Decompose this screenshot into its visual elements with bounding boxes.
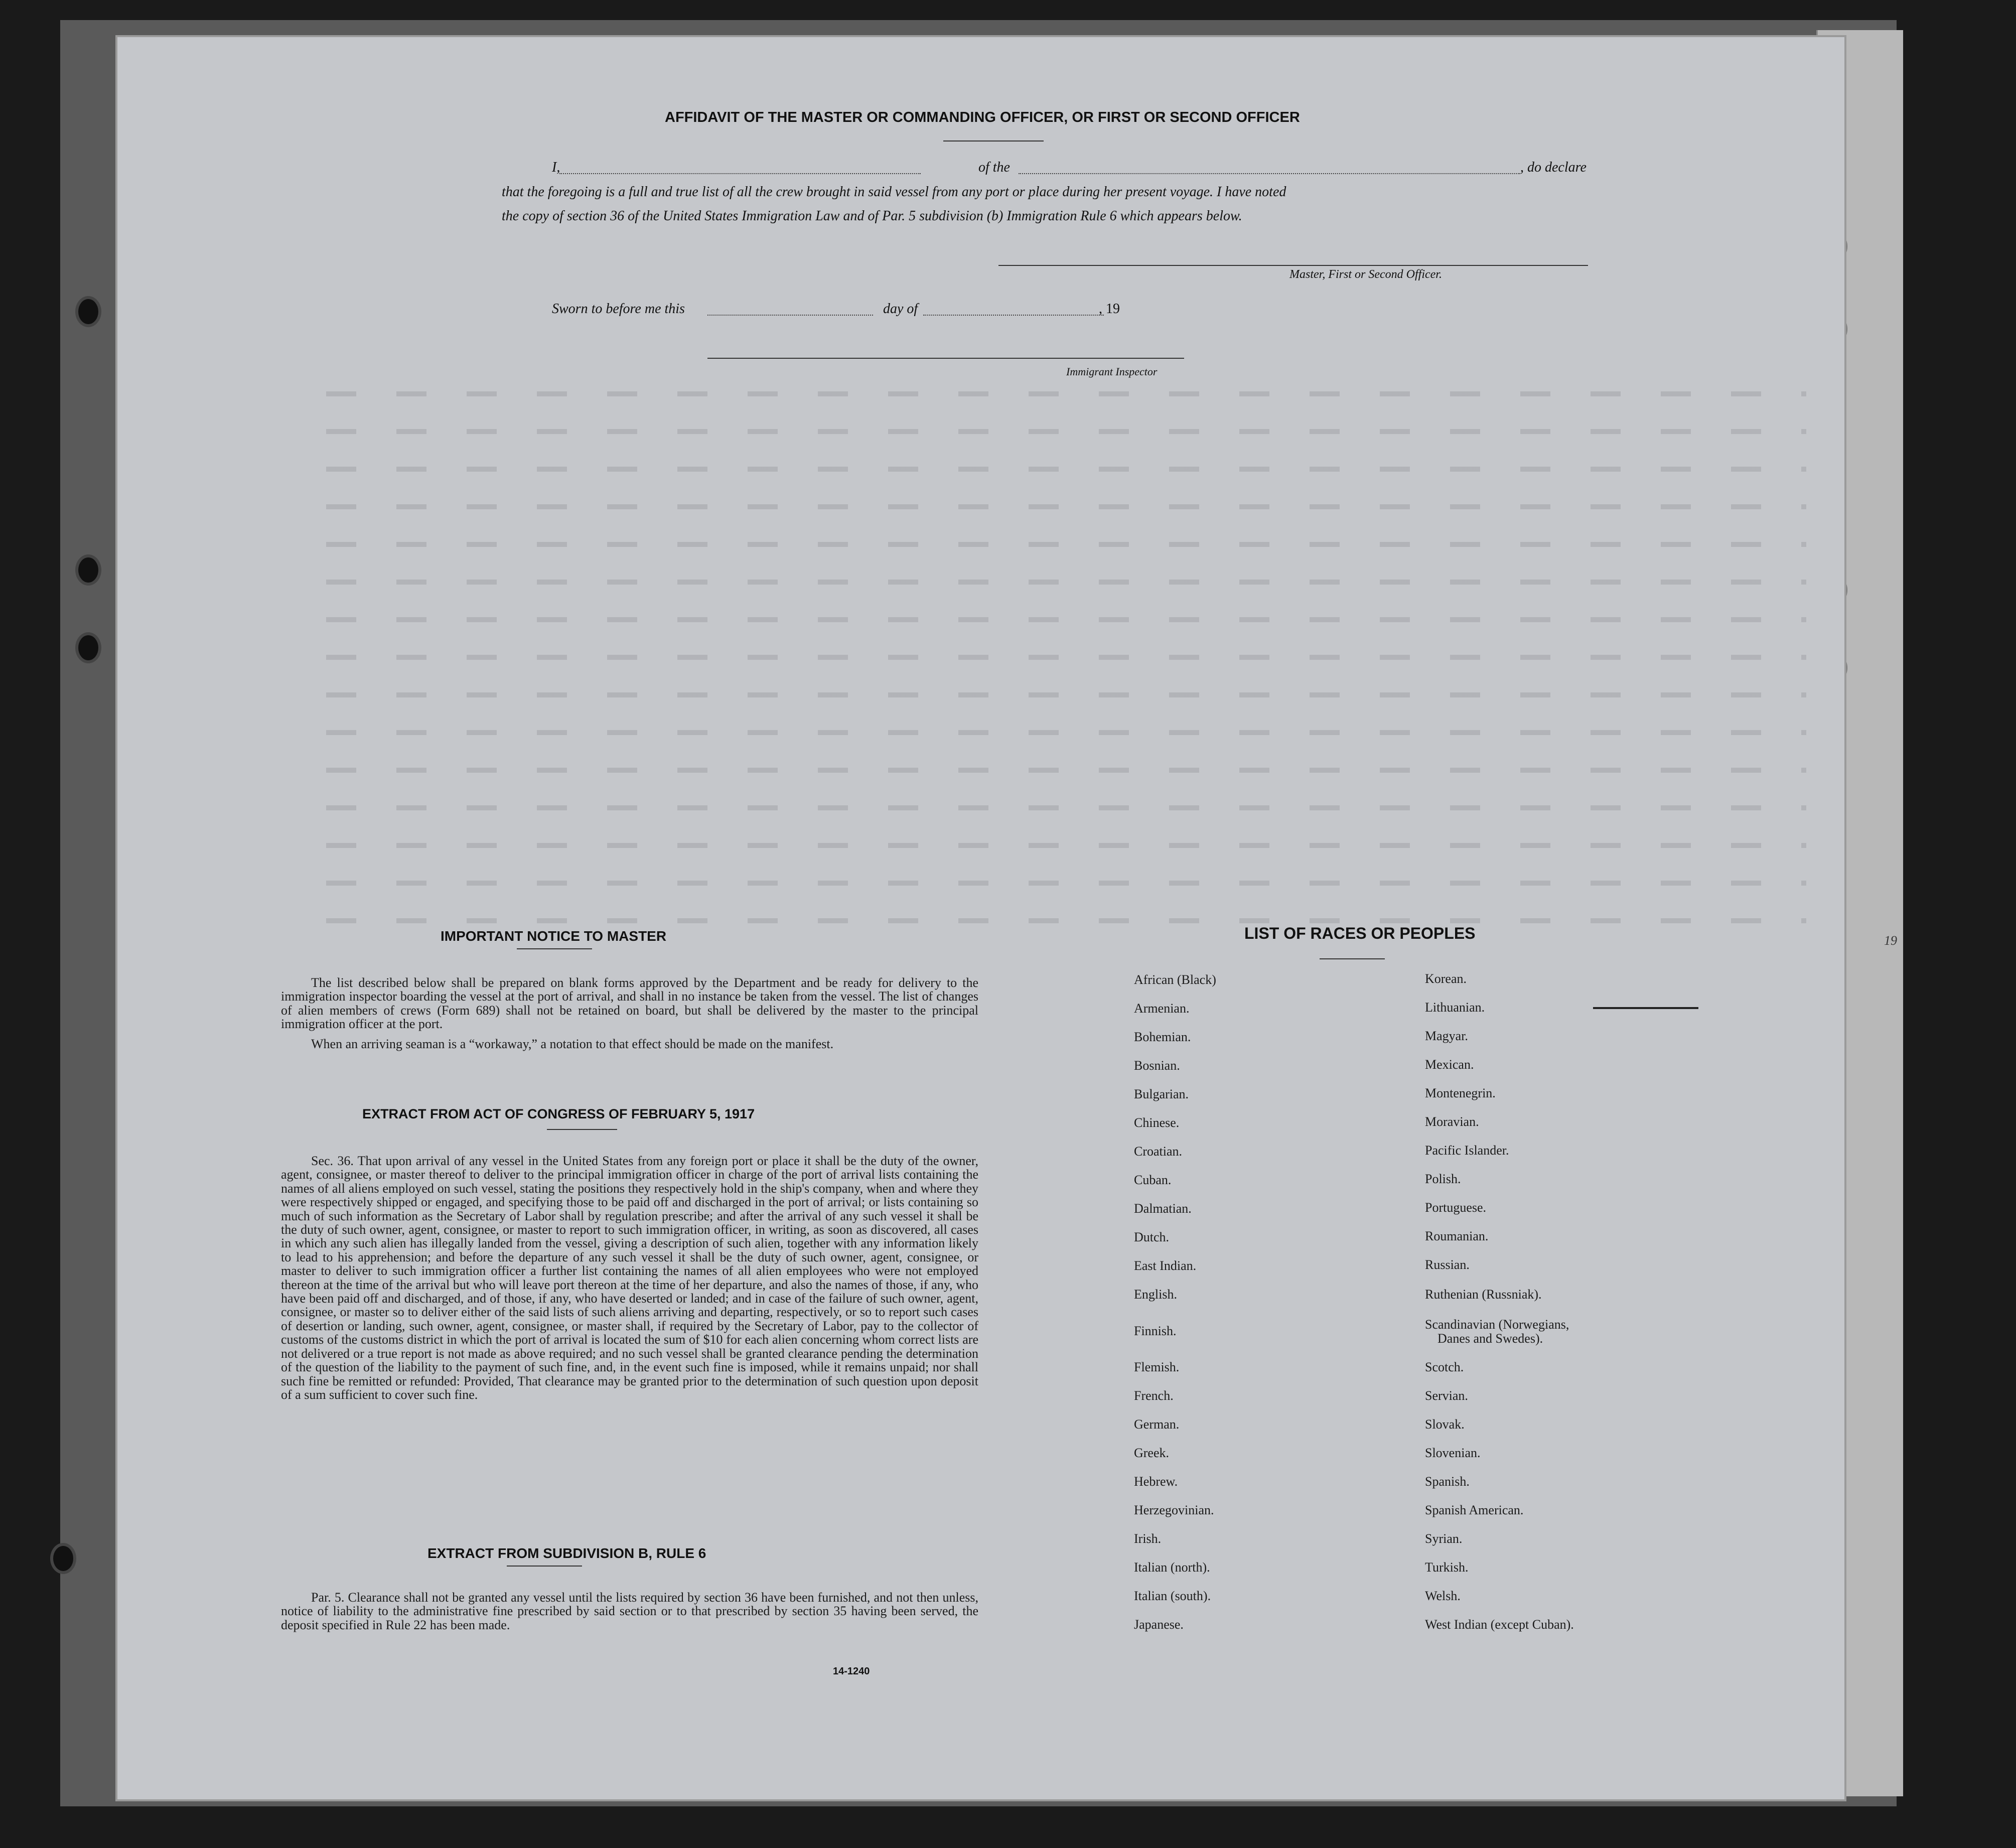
race-left: Armenian.: [1134, 1001, 1190, 1016]
affidavit-line-3: the copy of section 36 of the United States Immigration Law and of Par. 5 subdivision (b) Immigration Rule 6 which appears below.: [502, 208, 1242, 224]
rule-title: EXTRACT FROM SUBDIVISION B, RULE 6: [427, 1545, 706, 1561]
races-title-underline: [1320, 958, 1385, 959]
race-right: Scandinavian (Norwegians,: [1425, 1317, 1569, 1332]
race-right: Welsh.: [1425, 1589, 1461, 1603]
form-page: [115, 35, 1897, 1801]
race-right: Portuguese.: [1425, 1200, 1487, 1215]
race-right: Roumanian.: [1425, 1229, 1489, 1243]
vessel-name-field[interactable]: [1019, 173, 1520, 174]
race-right: Syrian.: [1425, 1531, 1463, 1546]
race-left: Hebrew.: [1134, 1474, 1178, 1489]
of-the-label: of the: [978, 160, 1010, 175]
race-left: Herzegovinian.: [1134, 1503, 1214, 1517]
notice-title-underline: [517, 948, 592, 949]
binder-hole: [75, 632, 101, 663]
officer-signature-caption: Master, First or Second Officer.: [1289, 268, 1442, 281]
race-left: Greek.: [1134, 1446, 1170, 1460]
races-title: LIST OF RACES OR PEOPLES: [1244, 924, 1476, 942]
race-left: Italian (north).: [1134, 1560, 1210, 1575]
race-right: Lithuanian.: [1425, 1000, 1485, 1015]
race-right: Turkish.: [1425, 1560, 1469, 1575]
sworn-day-field[interactable]: [707, 315, 873, 316]
declarant-name-field[interactable]: [559, 173, 921, 174]
rule-paragraph-5: Par. 5. Clearance shall not be granted any vessel until the lists required by section 36 have been furnished, and not then unless, notice of liability to the administrative fine prescribed by said section or to that prescribed by section 35 having been served, the deposit specified in Rule 22 has been made.: [281, 1590, 978, 1632]
race-right: Spanish American.: [1425, 1503, 1524, 1517]
race-left: Finnish.: [1134, 1324, 1177, 1338]
race-right: Pacific Islander.: [1425, 1143, 1509, 1158]
race-left: Italian (south).: [1134, 1589, 1211, 1603]
race-left: Flemish.: [1134, 1360, 1180, 1374]
sworn-month-field[interactable]: [923, 315, 1104, 316]
race-right: Magyar.: [1425, 1029, 1468, 1043]
race-left: East Indian.: [1134, 1258, 1197, 1273]
race-left: Chinese.: [1134, 1115, 1180, 1130]
do-declare-label: , do declare: [1520, 160, 1587, 175]
binder-hole: [75, 296, 101, 327]
binder-hole: [75, 554, 101, 586]
notice-title: IMPORTANT NOTICE TO MASTER: [441, 928, 667, 944]
rule-title-underline: [507, 1566, 582, 1567]
race-left: French.: [1134, 1388, 1174, 1403]
binder-hole: [50, 1543, 76, 1574]
race-left: Cuban.: [1134, 1173, 1172, 1187]
race-right: Korean.: [1425, 971, 1467, 986]
race-right: Russian.: [1425, 1257, 1470, 1272]
race-right: Slovenian.: [1425, 1446, 1481, 1460]
inspector-caption: Immigrant Inspector: [1066, 365, 1158, 378]
race-right: Danes and Swedes).: [1437, 1331, 1543, 1346]
race-left: Bohemian.: [1134, 1030, 1191, 1044]
declarant-label: I,: [552, 160, 560, 175]
notice-paragraph-1: The list described below shall be prepared on blank forms approved by the Department and be ready for delivery to the immigration inspector boarding the vessel at the port of arrival, and shall in no instance be taken from the vessel. The list of changes of alien members of crews (Form 689) shall not be retained on board, but shall be delivered by the master to the principal immigration officer at the port.: [281, 975, 978, 1032]
race-right: Moravian.: [1425, 1114, 1479, 1129]
race-right: Servian.: [1425, 1388, 1468, 1403]
race-right: Mexican.: [1425, 1057, 1474, 1072]
race-right: Spanish.: [1425, 1474, 1470, 1489]
margin-page-number: 19: [1884, 933, 1897, 948]
race-left: German.: [1134, 1417, 1180, 1432]
race-left: Bulgarian.: [1134, 1087, 1189, 1101]
race-left: Croatian.: [1134, 1144, 1183, 1159]
race-left: Irish.: [1134, 1531, 1162, 1546]
race-right: West Indian (except Cuban).: [1425, 1617, 1574, 1632]
race-right: Montenegrin.: [1425, 1086, 1496, 1100]
pen-stroke: [1593, 1007, 1698, 1009]
title-underline: [943, 140, 1044, 141]
race-left: Dutch.: [1134, 1230, 1170, 1244]
inspector-signature-line[interactable]: [707, 358, 1184, 359]
act-section-36-text: Sec. 36. That upon arrival of any vessel in the United States from any foreign port or place it shall be the duty of the owner, agent, consignee, or master thereof to deliver to the principal immigration officer in charge of the port of arrival lists containing the names of all aliens employed on such vessel, stating the positions they respectively hold in the ship's company, when and where they were respectively shipped or engaged, and specifying those to be paid off and discharged in the port of arrival; or lists containing so much of such information as the Secretary of Labor shall by regulation prescribe; and after the arrival of any such vessel it shall be the duty of such owner, agent, consignee, or master to report to such immigration officer, in writing, as soon as discovered, all cases in which any such alien has illegally landed from the vessel, giving a description of such alien, together with any information likely to lead to his apprehension; and before the departure of any such vessel it shall be the duty of such owner, agent, consignee, or master to deliver to such immigration officer a further list containing the names of all alien employees who were not employed thereon at the time of the arrival but who will leave port thereon at the time of her departure, and also the names of those, if any, who have been paid off and discharged, and of those, if any, who have deserted or landed; and in case of the failure of such owner, agent, consignee, or master so to deliver either of the said lists of such aliens arriving and departing, respectively, or so to report such cases of desertion or landing, such owner, agent, consignee, or master shall, if required by the Secretary of Labor, pay to the collector of customs of the customs district in which the port of arrival is located the sum of $10 for each alien concerning whom correct lists are not delivered or a true report is not made as above required; and no such vessel shall be granted clearance pending the determination of the question of the liability to the payment of such fine, and, in the event such fine is imposed, while it remains unpaid; nor shall such fine be remitted or refunded: Provided, That clearance may be granted prior to the determination of such question upon deposit of a sum sufficient to cover such fine.: [281, 1154, 978, 1402]
notice-paragraph-2: When an arriving seaman is a “workaway,” a notation to that effect should be made on the manifest.: [311, 1037, 834, 1051]
act-title-underline: [547, 1129, 617, 1130]
race-left: Japanese.: [1134, 1617, 1184, 1632]
sworn-prefix: Sworn to before me this: [552, 301, 685, 317]
race-right: Polish.: [1425, 1172, 1461, 1186]
race-right: Ruthenian (Russniak).: [1425, 1287, 1542, 1302]
race-left: Dalmatian.: [1134, 1201, 1192, 1216]
officer-signature-line[interactable]: [998, 265, 1588, 266]
race-right: Scotch.: [1425, 1360, 1464, 1374]
affidavit-line-2: that the foregoing is a full and true list of all the crew brought in said vessel from any port or place during her present voyage. I have noted: [502, 184, 1286, 200]
act-title: EXTRACT FROM ACT OF CONGRESS OF FEBRUARY 5, 1917: [362, 1106, 755, 1121]
year-prefix: , 19: [1099, 301, 1120, 317]
race-left: African (Black): [1134, 972, 1216, 987]
race-right: Slovak.: [1425, 1417, 1465, 1432]
race-left: English.: [1134, 1287, 1177, 1302]
affidavit-title: AFFIDAVIT OF THE MASTER OR COMMANDING OFFICER, OR FIRST OR SECOND OFFICER: [665, 109, 1300, 125]
day-of-label: day of: [883, 301, 918, 317]
form-number: 14-1240: [833, 1666, 870, 1677]
race-left: Bosnian.: [1134, 1058, 1180, 1073]
